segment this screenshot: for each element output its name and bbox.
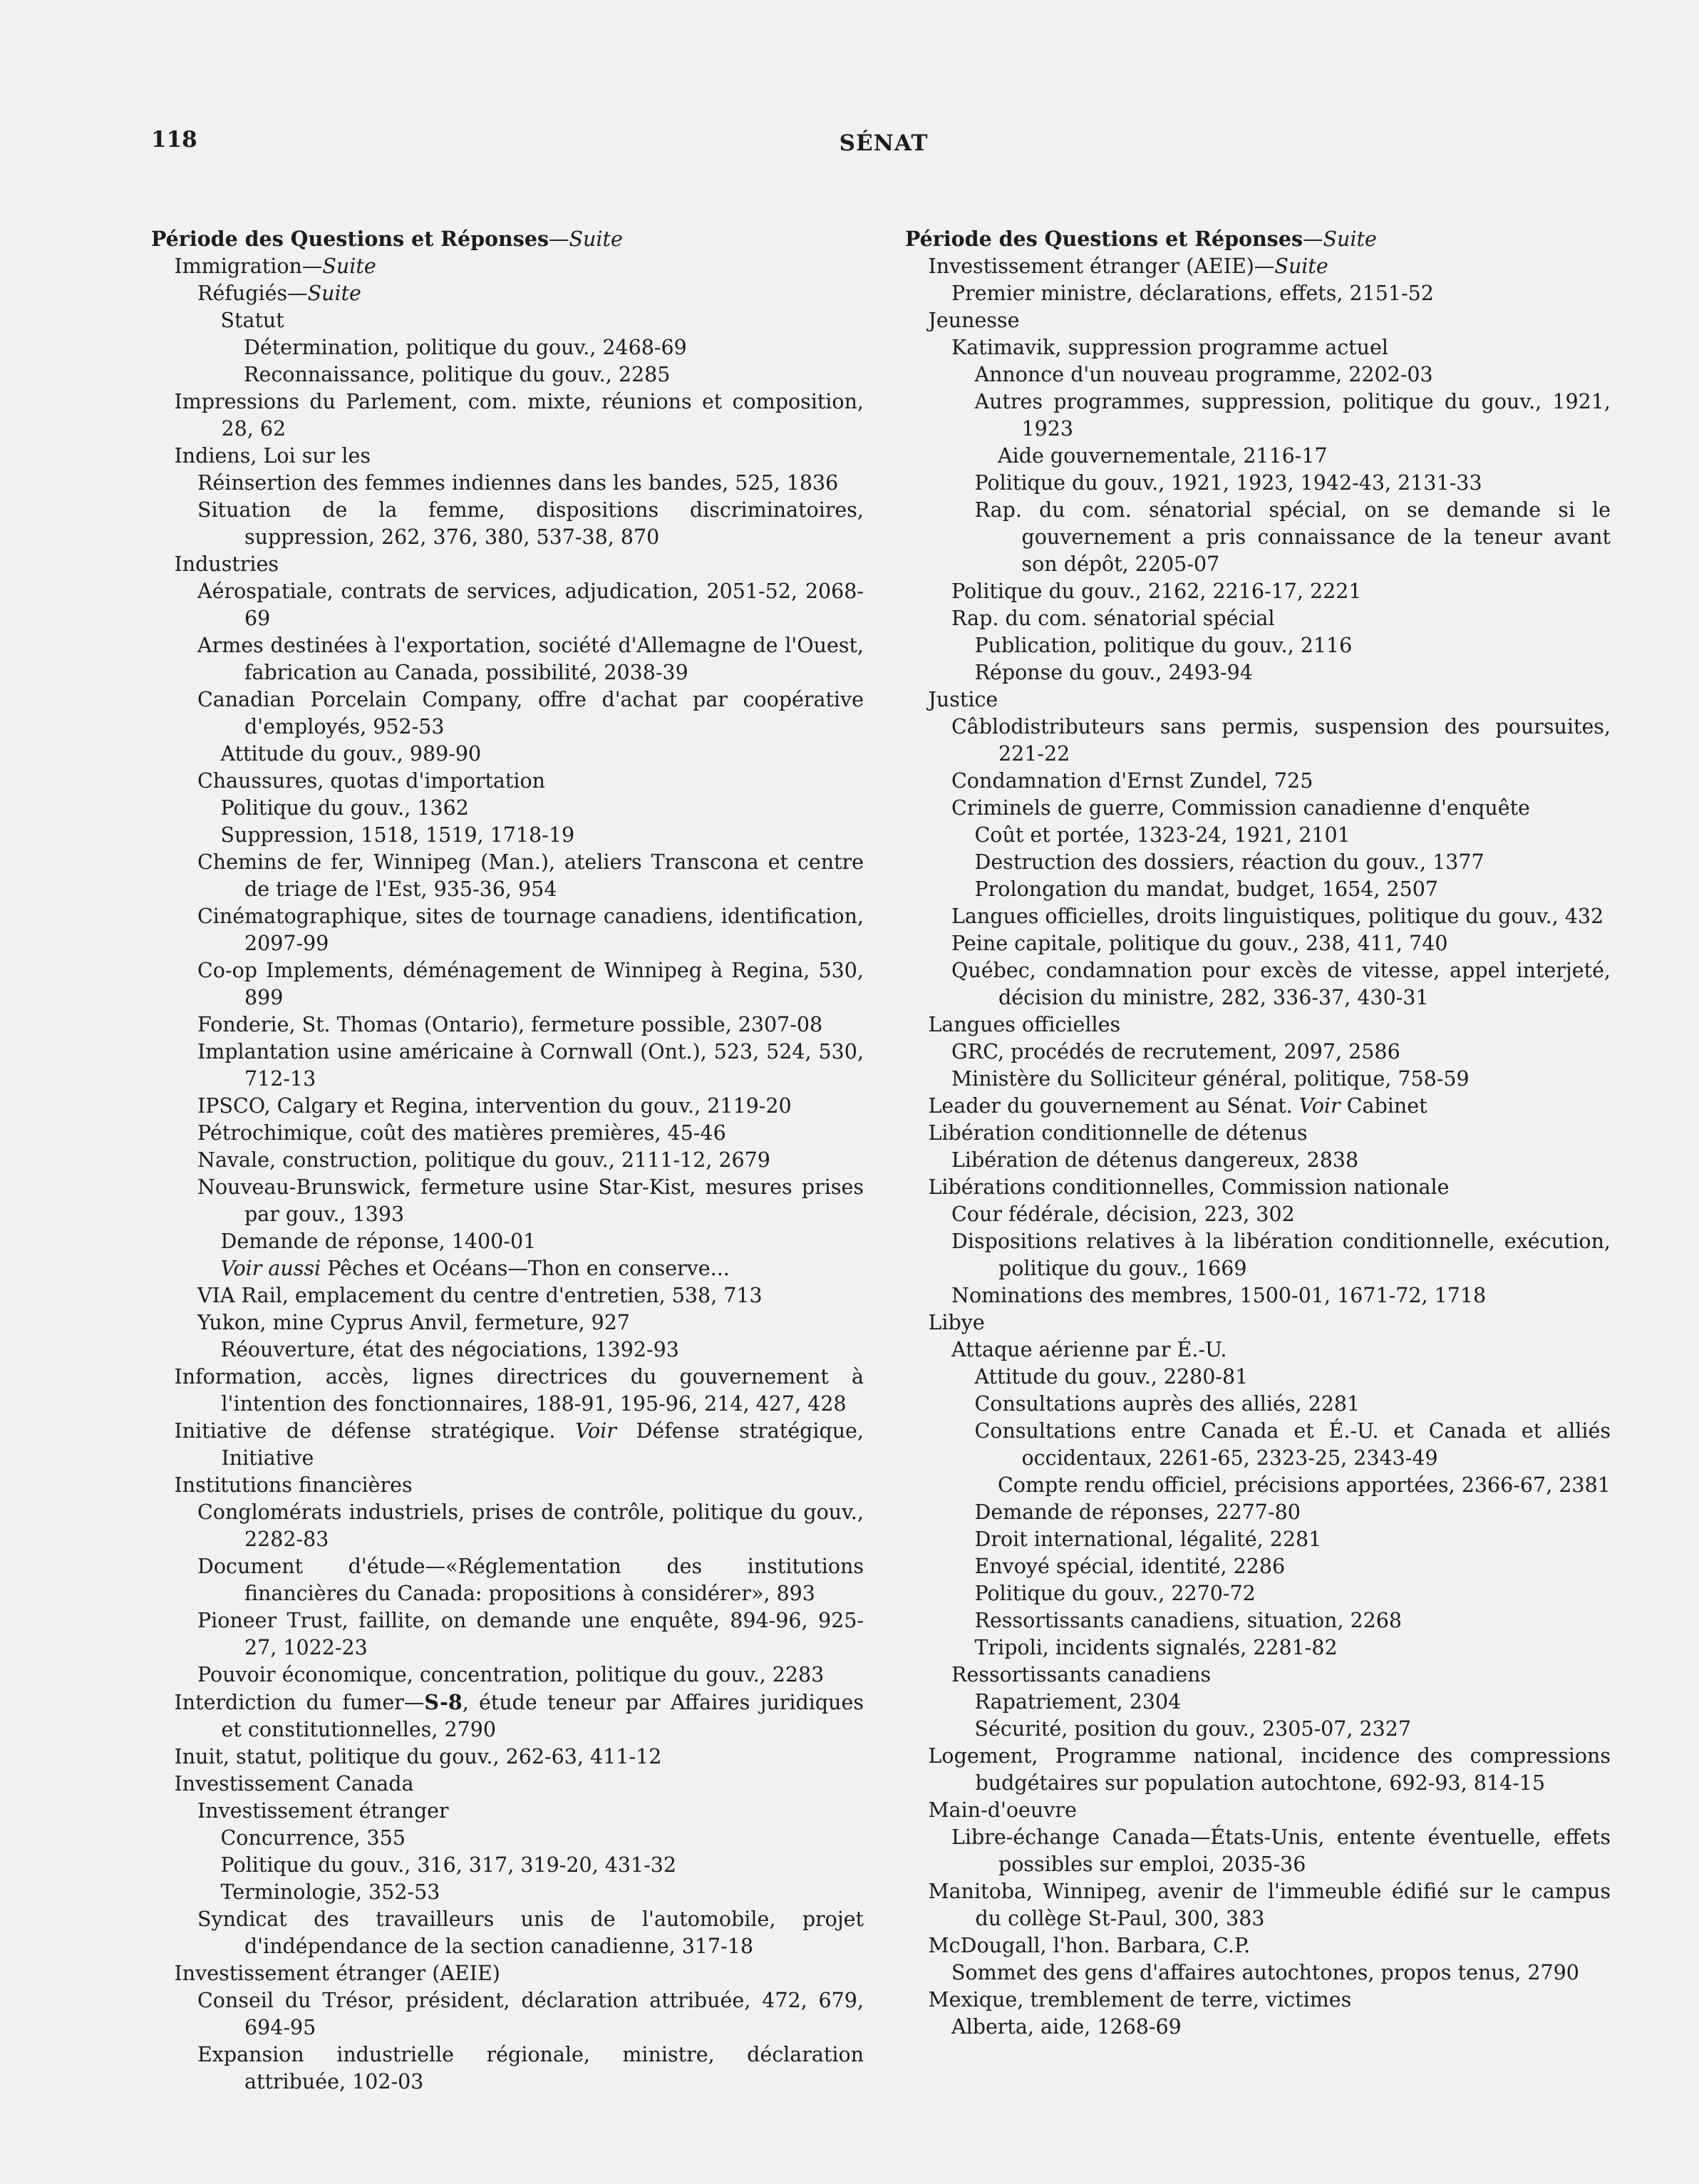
entry-text: Institutions financières [174,1473,413,1497]
index-entry [905,1634,1611,1662]
entry-text: Sécurité, position du gouv., 2305-07, 2327 [974,1717,1412,1741]
entry-text: Fonderie, St. Thomas (Ontario), fermeture possible, 2307-08 [197,1013,823,1036]
entry-text: Coût et portée, 1323-24, 1921, 2101 [974,823,1351,847]
index-entry [151,1174,864,1228]
entry-text: Droit international, légalité, 2281 [974,1528,1322,1551]
entry-text: Autres programmes, suppression, politique du gouv., 1921, 1923 [974,390,1611,441]
entry-text: Manitoba, Winnipeg, avenir de l'immeuble édifié sur le campus du collège St-Paul, 300, 383 [928,1880,1611,1930]
entry-text: Investissement Canada [174,1772,414,1796]
index-entry [905,470,1611,497]
entry-text: Katimavik, suppression programme actuel [951,336,1388,359]
entry-text: Criminels de guerre, Commission canadienne d'enquête [951,796,1530,820]
entry-text: Libération de détenus dangereux, 2838 [951,1148,1359,1172]
index-entry [905,686,1611,714]
entry-text: Ressortissants canadiens, situation, 2268 [974,1609,1403,1632]
index-entry [905,1364,1611,1391]
entry-text: Détermination, politique du gouv., 2468-69 [244,336,687,359]
entry-text: Période des Questions et Réponses [905,227,1303,251]
index-entry [905,443,1611,470]
entry-text: Politique du gouv., 2162, 2216-17, 2221 [951,580,1362,603]
index-entry [905,1472,1611,1499]
index-entry [151,1364,864,1418]
index-entry [905,1932,1611,1959]
entry-text: Cinématographique, sites de tournage canadiens, identification, 2097-99 [197,905,864,955]
entry-text: Aérospatiale, contrats de services, adjudication, 2051-52, 2068-69 [197,580,864,630]
index-entry [905,876,1611,903]
index-entry [151,1011,864,1039]
index-entry [151,1879,864,1906]
index-entry [905,659,1611,686]
entry-text: Leader du gouvernement au Sénat. [928,1094,1299,1118]
index-entry [905,1824,1611,1878]
index-entry [905,1228,1611,1282]
entry-text: Armes destinées à l'exportation, société d'Allemagne de l'Ouest, fabrication au Canada, possibilité, 2038-39 [197,634,864,684]
index-entry [151,741,864,768]
entry-text: Chemins de fer, Winnipeg (Man.), ateliers Transcona et centre de triage de l'Est, 935-36, 954 [197,850,864,901]
entry-text: Interdiction du fumer— [174,1691,425,1714]
entry-text: Consultations entre Canada et É.-U. et Canada et alliés occidentaux, 2261-65, 2323-25, 2343-49 [974,1419,1611,1470]
entry-text: Rapatriement, 2304 [974,1690,1182,1714]
entry-text: Terminologie, 352-53 [220,1880,440,1904]
index-entry [905,1282,1611,1309]
entry-text: Concurrence, 355 [220,1826,406,1850]
entry-text: Nouveau-Brunswick, fermeture usine Star-Kist, mesures prises par gouv., 1393 [197,1175,864,1226]
entry-text: Prolongation du mandat, budget, 1654, 2507 [974,877,1439,901]
index-entry [151,1743,864,1771]
index-entry [151,1255,864,1282]
entry-text: Réinsertion des femmes indiennes dans les bandes, 525, 1836 [197,471,839,495]
index-entry [151,1607,864,1662]
index-entry [905,1499,1611,1526]
index-entry [905,307,1611,334]
entry-text: Navale, construction, politique du gouv., 2111-12, 2679 [197,1148,770,1172]
index-entry [151,903,864,957]
entry-text: Consultations auprès des alliés, 2281 [974,1392,1360,1416]
index-entry [151,1987,864,2041]
index-entry [905,632,1611,659]
continued-label: —Suite [1303,227,1377,251]
entry-text: Demande de réponses, 2277-80 [974,1500,1301,1524]
index-entry [151,686,864,741]
index-entry [905,2014,1611,2041]
entry-text: Demande de réponse, 1400-01 [220,1230,537,1253]
entry-text: Implantation usine américaine à Cornwall (Ont.), 523, 524, 530, 712-13 [197,1040,864,1091]
entry-text: Dispositions relatives à la libération conditionnelle, exécution, politique du gouv., 1669 [951,1230,1611,1280]
entry-text: Peine capitale, politique du gouv., 238, 411, 740 [951,932,1448,955]
index-entry [905,930,1611,957]
entry-text: Tripoli, incidents signalés, 2281-82 [974,1636,1338,1659]
index-entry [905,1418,1611,1472]
index-entry [905,957,1611,1011]
entry-text: Attitude du gouv., 989-90 [220,742,482,766]
entry-text: Câblodistributeurs sans permis, suspension des poursuites, 221-22 [951,715,1611,766]
entry-text: Premier ministre, déclarations, effets, 2151-52 [951,282,1434,305]
index-entry [151,334,864,361]
page-title: SÉNAT [839,130,929,156]
entry-text: Rap. du com. sénatorial spécial [951,607,1275,630]
entry-text: Attaque aérienne par É.-U. [951,1338,1227,1361]
index-entry [151,470,864,497]
index-entry [905,253,1611,280]
index-entry [905,1147,1611,1174]
index-entry [151,280,864,307]
entry-text-cont: , étude teneur par Affaires juridiques et constitutionnelles, 2790 [221,1691,864,1741]
index-entry [151,225,864,253]
index-entry [905,605,1611,632]
entry-text: Rap. du com. sénatorial spécial, on se demande si le gouvernement a pris connaissance de la teneur avant son dépôt, 2205-07 [974,498,1611,576]
entry-text: Envoyé spécial, identité, 2286 [974,1555,1286,1578]
index-entry [151,1825,864,1852]
entry-text: Libre-échange Canada—États-Unis, entente éventuelle, effets possibles sur emploi, 2035-36 [951,1825,1611,1876]
entry-text: GRC, procédés de recrutement, 2097, 2586 [951,1040,1400,1063]
entry-text: IPSCO, Calgary et Regina, intervention du gouv., 2119-20 [197,1094,792,1118]
entry-text: Suppression, 1518, 1519, 1718-19 [220,823,575,847]
index-entry [905,334,1611,361]
index-entry [151,849,864,903]
entry-text: Annonce d'un nouveau programme, 2202-03 [974,363,1433,386]
index-entry [151,1336,864,1364]
index-entry [151,1282,864,1309]
entry-text: Québec, condamnation pour excès de vitesse, appel interjeté, décision du ministre, 282, 336-37, 430-31 [951,959,1611,1009]
index-entry [905,1526,1611,1553]
bill-number: S-8 [424,1690,463,1714]
index-entry [151,1039,864,1093]
entry-text: Yukon, mine Cyprus Anvil, fermeture, 927 [197,1311,630,1334]
index-entry [151,1499,864,1553]
index-entry [905,1878,1611,1932]
entry-text: Initiative de défense stratégique. [174,1419,576,1443]
see-also-label: Voir aussi [220,1257,321,1280]
index-entry [905,1093,1611,1120]
entry-text: Pouvoir économique, concentration, politique du gouv., 2283 [197,1663,825,1686]
continued-label: —Suite [301,254,376,278]
entry-text: Langues officielles [928,1013,1121,1036]
index-entry [151,1472,864,1499]
index-entry [151,307,864,334]
entry-text: Investissement étranger (AEIE) [174,1962,500,1985]
entry-text: Ministère du Solliciteur général, politique, 758-59 [951,1067,1470,1091]
index-entry [151,1147,864,1174]
index-entry [905,1716,1611,1743]
index-entry [905,578,1611,605]
index-entry [151,1689,864,1743]
entry-text: Compte rendu officiel, précisions apportées, 2366-67, 2381 [998,1473,1611,1497]
index-entry [905,1987,1611,2014]
entry-text: Investissement étranger (AEIE) [928,254,1254,278]
index-entry [905,1743,1611,1797]
entry-text: Aide gouvernementale, 2116-17 [998,444,1328,468]
entry-text: Expansion industrielle régionale, ministre, déclaration attribuée, 102-03 [197,2043,864,2093]
index-entry [151,578,864,632]
index-entry [151,822,864,849]
index-entry [151,1093,864,1120]
entry-text: Industries [174,552,279,576]
entry-text: Justice [928,688,998,711]
entry-text: Libye [928,1311,985,1334]
entry-text: Langues officielles, droits linguistiques, politique du gouv., 432 [951,905,1604,928]
index-entry [151,1852,864,1879]
index-entry [905,1120,1611,1147]
entry-text: Nominations des membres, 1500-01, 1671-72, 1718 [951,1284,1487,1307]
entry-text: Co-op Implements, déménagement de Winnipeg à Regina, 530, 899 [197,959,864,1009]
entry-text: Libération conditionnelle de détenus [928,1121,1308,1145]
index-entry [905,1201,1611,1228]
index-entry [151,768,864,795]
entry-text: Impressions du Parlement, com. mixte, réunions et composition, 28, 62 [174,390,864,441]
entry-text-cont: Cabinet [1340,1094,1427,1118]
index-entry [905,497,1611,578]
entry-text: Canadian Porcelain Company, offre d'achat par coopérative d'employés, 952-53 [197,688,864,738]
index-entry [151,1120,864,1147]
index-entry [905,1689,1611,1716]
index-entry [151,2041,864,2096]
entry-text: Investissement étranger [197,1799,449,1823]
entry-text: Conglomérats industriels, prises de contrôle, politique du gouv., 2282-83 [197,1500,864,1551]
entry-text: Réouverture, état des négociations, 1392-93 [220,1338,679,1361]
see-reference-label: Voir [575,1419,616,1443]
entry-text: Ressortissants canadiens [951,1663,1212,1686]
entry-text: Mexique, tremblement de terre, victimes [928,1988,1352,2012]
index-entry [905,388,1611,443]
entry-text: Destruction des dossiers, réaction du gouv., 1377 [974,850,1484,874]
page-number: 118 [151,127,197,153]
entry-text: Chaussures, quotas d'importation [197,769,546,793]
entry-text: Pétrochimique, coût des matières premières, 45-46 [197,1121,726,1145]
index-entry [151,1553,864,1607]
entry-text: Période des Questions et Réponses [151,227,549,251]
index-entry [905,1066,1611,1093]
index-entry [151,632,864,686]
index-entry [151,1960,864,1987]
entry-text: Indiens, Loi sur les [174,444,371,468]
entry-text: Libérations conditionnelles, Commission nationale [928,1175,1450,1199]
index-entry [905,795,1611,822]
entry-text: Réponse du gouv., 2493-94 [974,661,1253,684]
entry-text: Inuit, statut, politique du gouv., 262-63, 411-12 [174,1745,662,1768]
entry-text: Politique du gouv., 2270-72 [974,1582,1256,1605]
entry-text: McDougall, l'hon. Barbara, C.P. [928,1934,1251,1957]
index-entry [151,443,864,470]
index-entry [905,1662,1611,1689]
index-entry [905,1797,1611,1824]
index-entry [151,497,864,551]
index-entry [151,551,864,578]
index-entry [905,225,1611,253]
entry-text: Jeunesse [928,309,1020,332]
see-reference-label: Voir [1298,1094,1341,1118]
index-entry [151,1228,864,1255]
entry-text: Document d'étude—«Réglementation des institutions financières du Canada: propositions à considérer», 893 [197,1555,864,1605]
entry-text: Cour fédérale, décision, 223, 302 [951,1202,1295,1226]
index-entry [151,1798,864,1825]
entry-text: Statut [220,309,284,332]
entry-text: Reconnaissance, politique du gouv., 2285 [244,363,671,386]
entry-text: Alberta, aide, 1268-69 [951,2015,1182,2039]
index-entry [151,795,864,822]
index-column-left [151,225,864,2096]
entry-text: Sommet des gens d'affaires autochtones, propos tenus, 2790 [951,1961,1579,1984]
entry-text: Main-d'oeuvre [928,1798,1077,1822]
entry-text: Réfugiés [197,282,288,305]
entry-text: Publication, politique du gouv., 2116 [974,634,1353,657]
index-entry [905,361,1611,388]
index-entry [905,1309,1611,1336]
entry-text: Politique du gouv., 316, 317, 319-20, 431-32 [220,1853,677,1877]
entry-text: VIA Rail, emplacement du centre d'entretien, 538, 713 [197,1284,763,1307]
continued-label: —Suite [549,227,623,251]
index-entry [905,822,1611,849]
index-entry [905,1607,1611,1634]
index-entry [905,1336,1611,1364]
index-entry [905,1959,1611,1987]
entry-text: Logement, Programme national, incidence des compressions budgétaires sur population autochtone, 692-93, 814-15 [928,1744,1611,1795]
entry-text: Pêches et Océans—Thon en conserve... [321,1257,730,1280]
index-entry [151,1418,864,1472]
index-entry [905,1553,1611,1580]
index-entry [905,1039,1611,1066]
entry-text: Attitude du gouv., 2280-81 [974,1365,1249,1389]
index-entry [905,280,1611,307]
entry-text: Information, accès, lignes directrices du gouvernement à l'intention des fonctionnaires, 188-91, 195-96, 214, 427, 428 [174,1365,864,1416]
index-entry [905,1391,1611,1418]
index-entry [905,1174,1611,1201]
index-entry [905,849,1611,876]
index-entry [151,253,864,280]
index-entry [905,768,1611,795]
index-entry [151,1662,864,1689]
index-entry [151,1906,864,1960]
continued-label: —Suite [287,282,361,305]
entry-text: Immigration [174,254,302,278]
index-entry [151,1771,864,1798]
entry-text: Condamnation d'Ernst Zundel, 725 [951,769,1313,793]
index-entry [151,388,864,443]
index-entry [905,714,1611,768]
index-entry [905,1580,1611,1607]
entry-text-cont: Défense stratégique, Initiative [221,1419,864,1470]
index-entry [905,1011,1611,1039]
index-column-right [905,225,1611,2041]
entry-text: Politique du gouv., 1362 [220,796,469,820]
index-entry [151,1309,864,1336]
index-entry [905,903,1611,930]
entry-text: Politique du gouv., 1921, 1923, 1942-43, 2131-33 [974,471,1482,495]
entry-text: Syndicat des travailleurs unis de l'automobile, projet d'indépendance de la section canadienne, 317-18 [197,1907,864,1958]
index-entry [151,361,864,388]
index-entry [151,957,864,1011]
continued-label: —Suite [1254,254,1328,278]
entry-text: Pioneer Trust, faillite, on demande une enquête, 894-96, 925-27, 1022-23 [197,1609,864,1659]
entry-text: Situation de la femme, dispositions discriminatoires, suppression, 262, 376, 380, 537-38, 870 [197,498,864,549]
entry-text: Conseil du Trésor, président, déclaration attribuée, 472, 679, 694-95 [197,1989,864,2039]
